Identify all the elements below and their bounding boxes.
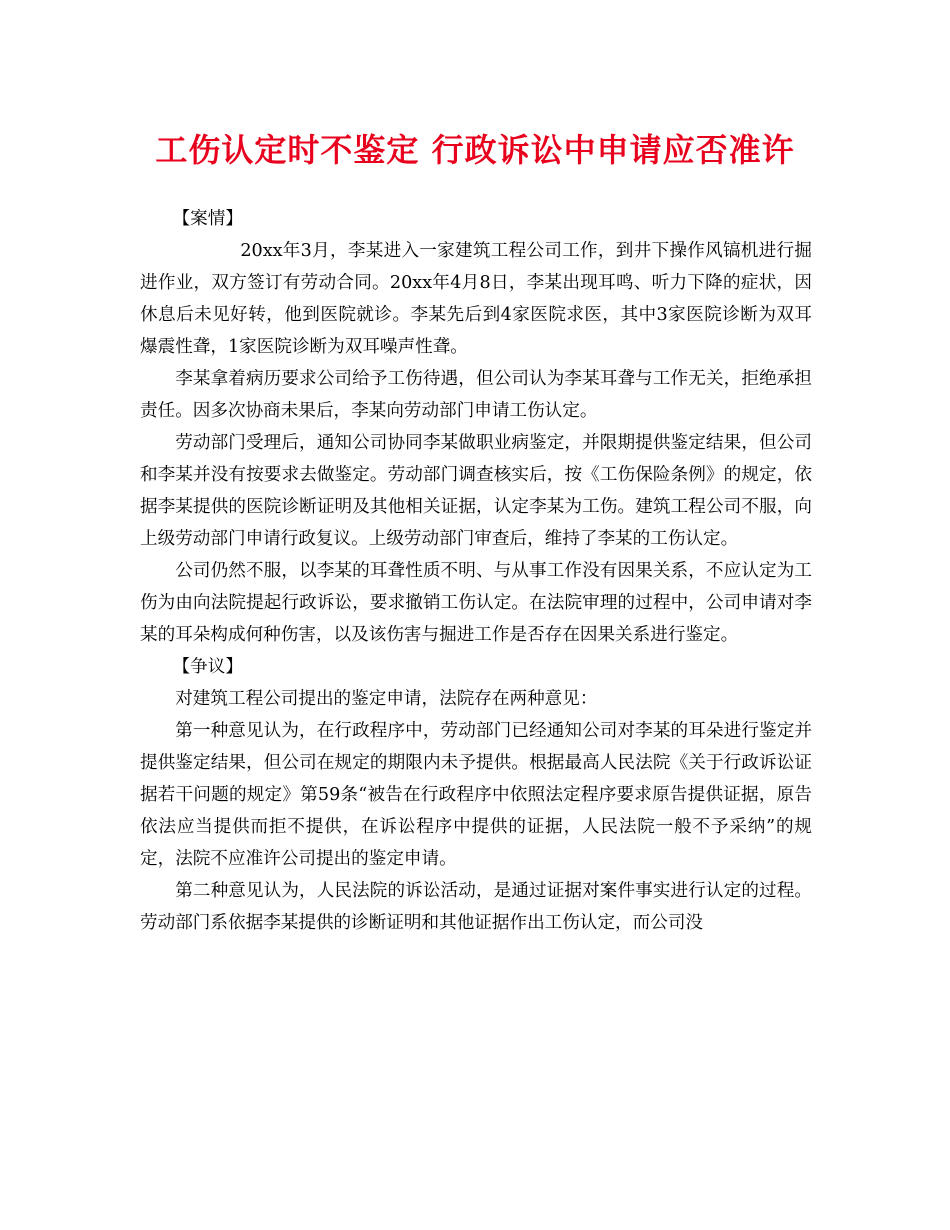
paragraph: 20xx年3月，李某进入一家建筑工程公司工作，到井下操作风镐机进行掘进作业，双方签订有劳动合同。20xx年4月8日，李某出现耳鸣、听力下降的症状，因休息后未见好转，他到医院就诊。李某先后到4家医院求医，其中3家医院诊断为双耳爆震性聋，1家医院诊断为双耳噪声性聋。 [140, 241, 812, 357]
paragraph: 第二种意见认为，人民法院的诉讼活动，是通过证据对案件事实进行认定的过程。劳动部门系依据李某提供的诊断证明和其他证据作出工伤认定，而公司没 [140, 881, 812, 933]
paragraph: 第一种意见认为，在行政程序中，劳动部门已经通知公司对李某的耳朵进行鉴定并提供鉴定结果，但公司在规定的期限内未予提供。根据最高人民法院《关于行政诉讼证据若干问题的规定》第59条“被告在行政程序中依照法定程序要求原告提供证据，原告依法应当提供而拒不提供，在诉讼程序中提供的证据，人民法院一般不予采纳”的规定，法院不应准许公司提出的鉴定申请。 [140, 721, 812, 869]
section-heading: 【案情】 [172, 209, 243, 229]
paragraph: 公司仍然不服，以李某的耳聋性质不明、与从事工作没有因果关系，不应认定为工伤为由向法院提起行政诉讼，要求撤销工伤认定。在法院审理的过程中，公司申请对李某的耳朵构成何种伤害，以及该伤害与掘进工作是否存在因果关系进行鉴定。 [140, 561, 812, 645]
page-title: 工伤认定时不鉴定 行政诉讼中申请应否准许 [155, 131, 795, 169]
document-body [140, 203, 812, 939]
section-heading: 【争议】 [172, 657, 243, 677]
paragraph: 对建筑工程公司提出的鉴定申请，法院存在两种意见： [175, 689, 598, 709]
paragraph: 李某拿着病历要求公司给予工伤待遇，但公司认为李某耳聋与工作无关，拒绝承担责任。因多次协商未果后，李某向劳动部门申请工伤认定。 [140, 369, 812, 421]
paragraph: 劳动部门受理后，通知公司协同李某做职业病鉴定，并限期提供鉴定结果，但公司和李某并没有按要求去做鉴定。劳动部门调查核实后，按《工伤保险条例》的规定，依据李某提供的医院诊断证明及其他相关证据，认定李某为工伤。建筑工程公司不服，向上级劳动部门申请行政复议。上级劳动部门审查后，维持了李某的工伤认定。 [140, 433, 812, 549]
